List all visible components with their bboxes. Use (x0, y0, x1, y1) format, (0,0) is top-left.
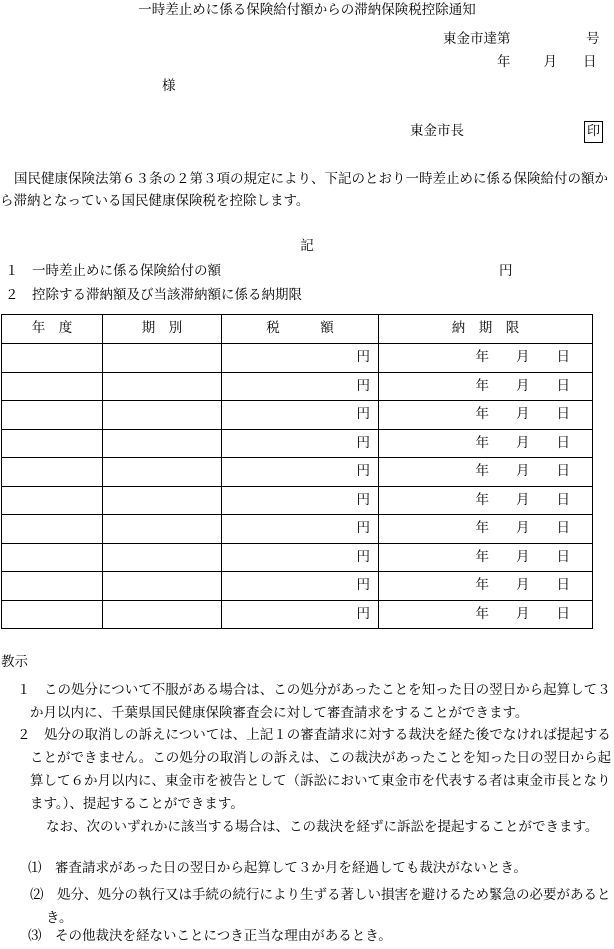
issuer-name: 東金市長 (410, 123, 464, 139)
cell-period[interactable] (103, 372, 222, 401)
document-title: 一時差止めに係る保険給付額からの滞納保険税控除通知 (138, 2, 476, 18)
document-number-suffix: 号 (586, 31, 600, 47)
cell-period[interactable] (103, 543, 222, 572)
item1-label: １ 一時差止めに係る保険給付の額 (5, 263, 221, 279)
cell-due-date[interactable]: 年 月 日 (379, 344, 593, 373)
cell-fiscal-year[interactable] (2, 401, 103, 430)
cell-period[interactable] (103, 600, 222, 629)
table-row (2, 401, 593, 430)
notice-heading: 教示 (1, 654, 28, 670)
cell-due-date[interactable]: 年 月 日 (379, 486, 593, 515)
cell-due-date[interactable]: 年 月 日 (379, 429, 593, 458)
table-row (2, 458, 593, 487)
document-number-prefix: 東金市達第 (443, 31, 511, 47)
cell-due-date[interactable]: 年 月 日 (379, 543, 593, 572)
header-due-date: 納 期 限 (379, 315, 593, 344)
item2-label: ２ 控除する滞納額及び当該滞納額に係る納期限 (5, 287, 302, 303)
cell-due-date[interactable]: 年 月 日 (379, 572, 593, 601)
cell-fiscal-year[interactable] (2, 486, 103, 515)
cell-tax-amount[interactable]: 円 (222, 543, 379, 572)
cell-period[interactable] (103, 486, 222, 515)
cell-period[interactable] (103, 572, 222, 601)
cell-fiscal-year[interactable] (2, 515, 103, 544)
cell-tax-amount[interactable]: 円 (222, 401, 379, 430)
date-month: 月 (543, 54, 557, 70)
notice-item-1: １ この処分について不服がある場合は、この処分があったことを知った日の翌日から起算して３か月以内に、千葉県国民健康保険審査会に対して審査請求をすることができます。 (17, 682, 611, 721)
cell-fiscal-year[interactable] (2, 429, 103, 458)
cell-period[interactable] (103, 401, 222, 430)
cell-fiscal-year[interactable] (2, 543, 103, 572)
cell-tax-amount[interactable]: 円 (222, 458, 379, 487)
seal-box: 印 (584, 121, 603, 143)
cell-tax-amount[interactable]: 円 (222, 572, 379, 601)
table-header-row (2, 315, 593, 344)
cell-tax-amount[interactable]: 円 (222, 486, 379, 515)
header-fiscal-year: 年 度 (2, 315, 103, 344)
table-row (2, 543, 593, 572)
cell-due-date[interactable]: 年 月 日 (379, 458, 593, 487)
table-row (2, 429, 593, 458)
cell-tax-amount[interactable]: 円 (222, 515, 379, 544)
cell-due-date[interactable]: 年 月 日 (379, 600, 593, 629)
cell-tax-amount[interactable]: 円 (222, 344, 379, 373)
cell-period[interactable] (103, 429, 222, 458)
issue-date (497, 56, 597, 70)
cell-fiscal-year[interactable] (2, 372, 103, 401)
table-row (2, 372, 593, 401)
delinquency-table (1, 314, 593, 629)
main-paragraph: 国民健康保険法第６３条の２第３項の規定により、下記のとおり一時差止めに係る保険給付の額から滞納となっている国民健康保険税を控除します。 (0, 171, 608, 209)
cell-due-date[interactable]: 年 月 日 (379, 401, 593, 430)
cell-tax-amount[interactable]: 円 (222, 600, 379, 629)
table-row (2, 515, 593, 544)
date-day: 日 (583, 54, 597, 70)
item1-unit: 円 (499, 263, 513, 279)
notice-item-2: ２ 処分の取消しの訴えについては、上記１の審査請求に対する裁決を経た後でなければ提起することができません。この処分の取消しの訴えは、この裁決があったことを知った日の翌日から起算して６か月以内に、東金市を被告として（訴訟において東金市を代表する者は東金市長となります。）、提起することができます。 (17, 727, 612, 812)
notice-sub-1: ⑴ 審査請求があった日の翌日から起算して３か月を経過しても裁決がないとき。 (28, 860, 527, 876)
cell-due-date[interactable]: 年 月 日 (379, 372, 593, 401)
ki-heading: 記 (300, 238, 314, 254)
cell-fiscal-year[interactable] (2, 344, 103, 373)
cell-due-date[interactable]: 年 月 日 (379, 515, 593, 544)
cell-fiscal-year[interactable] (2, 572, 103, 601)
notice-sub-2: ⑵ 処分、処分の執行又は手続の続行により生ずる著しい損害を避けるため緊急の必要があるとき。 (30, 887, 611, 926)
cell-period[interactable] (103, 515, 222, 544)
header-period: 期 別 (103, 315, 222, 344)
cell-tax-amount[interactable]: 円 (222, 372, 379, 401)
cell-fiscal-year[interactable] (2, 600, 103, 629)
notice-note: なお、次のいずれかに該当する場合は、この裁決を経ずに訴訟を提起することができます。 (46, 819, 599, 835)
cell-period[interactable] (103, 344, 222, 373)
table-row (2, 600, 593, 629)
table-row (2, 572, 593, 601)
cell-period[interactable] (103, 458, 222, 487)
table-row (2, 486, 593, 515)
cell-tax-amount[interactable]: 円 (222, 429, 379, 458)
header-tax-amount: 税 額 (222, 315, 379, 344)
table-row (2, 344, 593, 373)
addressee-suffix: 様 (162, 78, 176, 94)
date-year: 年 (497, 54, 511, 70)
cell-fiscal-year[interactable] (2, 458, 103, 487)
notice-sub-3: ⑶ その他裁決を経ないことにつき正当な理由があるとき。 (28, 928, 392, 944)
